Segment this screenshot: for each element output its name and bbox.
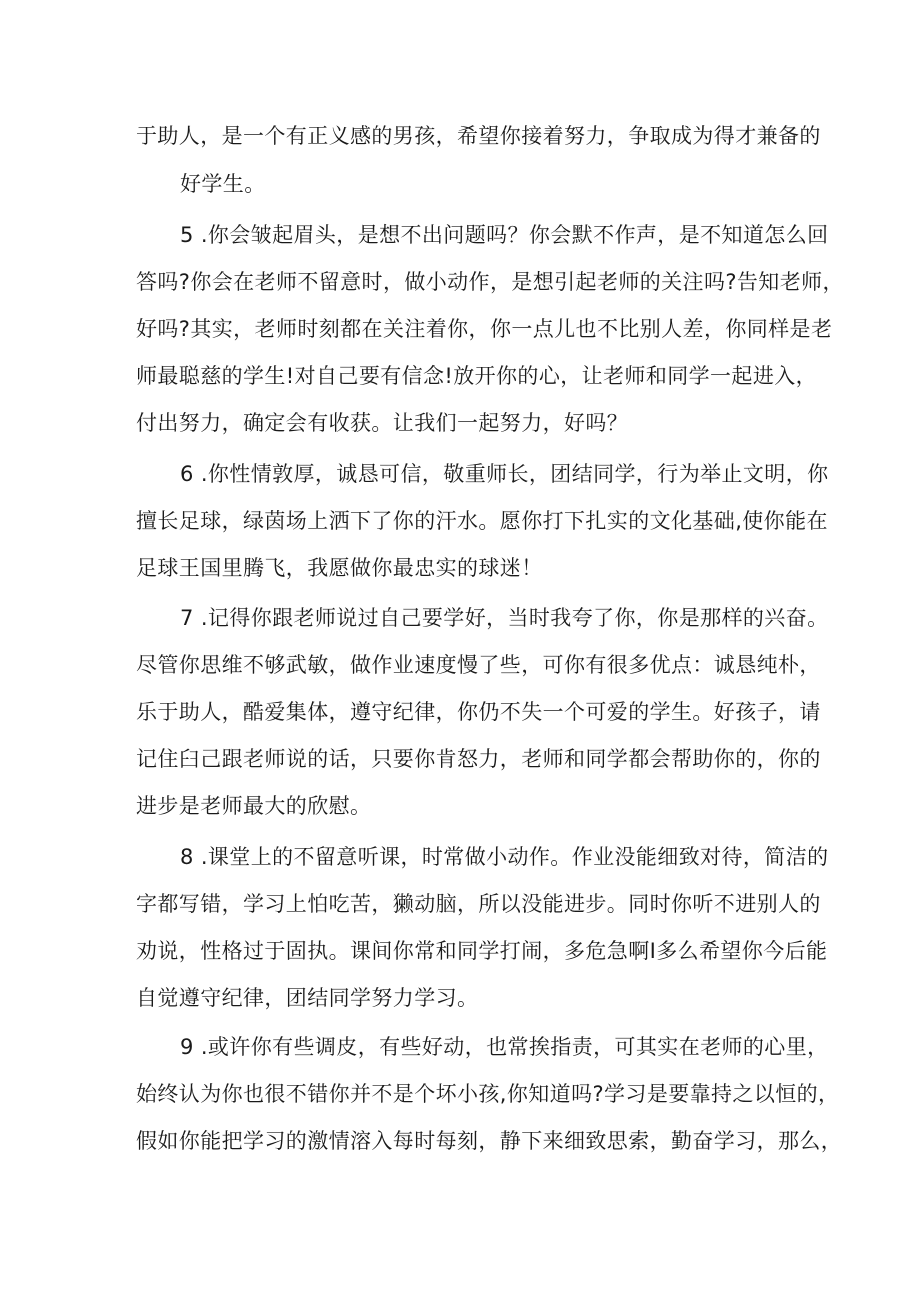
text-line: 足球王国里腾飞，我愿做你最忠实的球迷！ (136, 556, 543, 580)
text-line: 付出努力，确定会有收获。让我们一起努力，好吗？ (136, 411, 629, 435)
text-line: 于助人，是一个有正义感的男孩，希望你接着努力，争取成为得才兼备的 (136, 124, 821, 148)
text-line: 5 .你会皱起眉头，是想不出问题吗？你会默不作声，是不知道怎么回 (180, 223, 829, 247)
text-line: 好学生。 (180, 172, 266, 196)
text-line: 9 .或许你有些调皮，有些好动，也常挨指责，可其实在老师的心里， (180, 1035, 829, 1059)
text-line: 6 .你性情敦厚，诚恳可信，敬重师长，团结同学，行为举止文明，你 (180, 462, 829, 486)
text-line: 记住臼己跟老师说的话，只要你肯怒力，老师和同学都会帮助你的，你的 (136, 747, 821, 771)
text-line: 8 .课堂上的不留意听课，时常做小动作。作业没能细致对待，简洁的 (180, 845, 829, 869)
text-line: 进步是老师最大的欣慰。 (136, 794, 372, 818)
text-line: 答吗?你会在老师不留意时，做小动作，是想引起老师的关注吗?告知老师， (136, 270, 844, 294)
text-line: 始终认为你也很不错你并不是个坏小孩,你知道吗?学习是要靠持之以恒的， (136, 1082, 840, 1106)
text-line: 自觉遵守纪律，团结同学努力学习。 (136, 986, 479, 1010)
text-line: 擅长足球，绿茵场上洒下了你的汗水。愿你打下扎实的文化基础,使你能在 (136, 509, 828, 533)
text-line: 假如你能把学习的激情溶入每时每刻，静下来细致思索，勤奋学习，那么， (136, 1129, 843, 1153)
text-line: 7 .记得你跟老师说过自己要学好，当时我夸了你，你是那样的兴奋。 (180, 606, 829, 630)
text-line: 乐于助人，酷爱集体，遵守纪律，你仍不失一个可爱的学生。好孩子，请 (136, 700, 821, 724)
text-line: 师最聪慈的学生!对自己要有信念!放开你的心，让老师和同学一起进入， (136, 364, 818, 388)
text-line: 字都写错，学习上怕吃苦，獭动脑，所以没能进步。同时你听不进别人的 (136, 892, 821, 916)
text-line: 好吗?其实，老师时刻都在关注着你，你一点儿也不比别人差，你同样是老 (136, 317, 833, 341)
text-line: 劝说，性格过于固执。课间你常和同学打闹，多危急啊I多么希望你今后能 (136, 939, 828, 963)
text-line: 尽管你思维不够武敏，做作业速度慢了些，可你有很多优点：诚恳纯朴， (136, 653, 821, 677)
